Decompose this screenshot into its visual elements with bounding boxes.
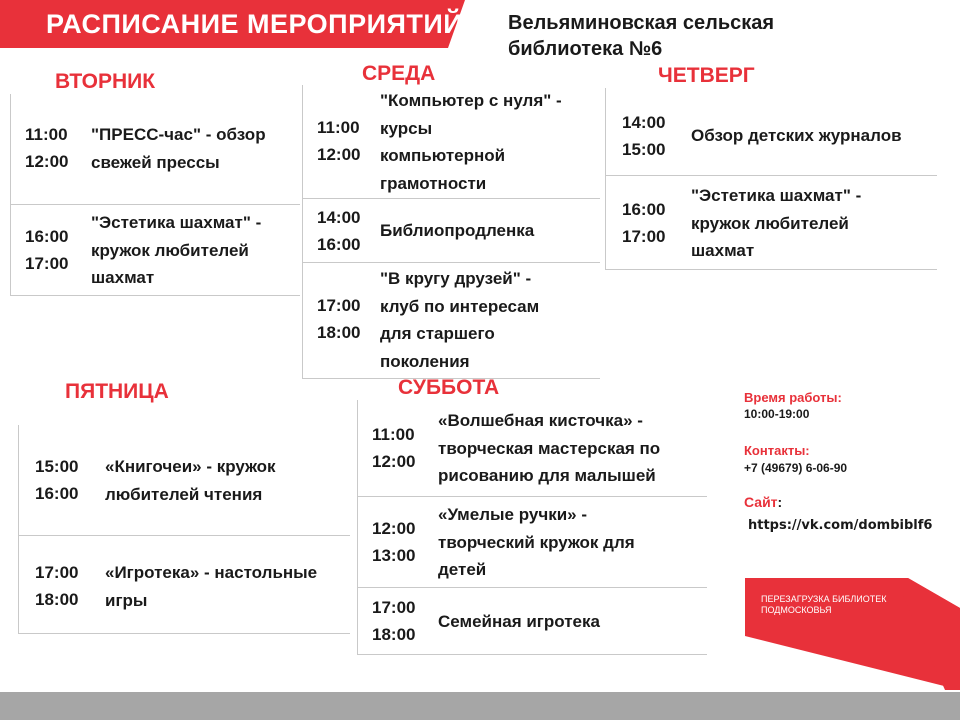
event-line: шахмат	[91, 268, 155, 287]
event-end: 17:00	[25, 254, 69, 273]
event-end: 18:00	[35, 590, 79, 609]
event-end: 17:00	[622, 227, 666, 246]
event-start: 11:00	[317, 118, 360, 137]
event-description	[691, 122, 902, 150]
event-row	[357, 496, 707, 587]
event-row	[10, 94, 300, 204]
working-hours	[744, 390, 842, 421]
event-description	[380, 87, 562, 197]
event-time	[317, 292, 360, 346]
event-time	[25, 223, 68, 277]
day-schedule-saturday	[357, 400, 707, 655]
event-line: кружок любителей	[91, 240, 249, 260]
day-schedule-tuesday	[10, 94, 300, 296]
event-line: творческая мастерская по	[438, 438, 661, 458]
contacts-label: Контакты:	[744, 443, 810, 458]
event-line: курсы	[380, 118, 433, 138]
day-title-thursday: ЧЕТВЕРГ	[658, 64, 755, 87]
event-start: 11:00	[372, 425, 415, 444]
event-line: "Компьютер с нуля" -	[380, 91, 562, 110]
event-line: "ПРЕСС-час" - обзор	[91, 125, 266, 144]
footer-banner	[745, 578, 960, 690]
event-row	[605, 88, 937, 175]
day-title-friday: ПЯТНИЦА	[65, 380, 169, 403]
event-line: «Умелые ручки» -	[438, 505, 587, 524]
event-row	[10, 204, 300, 296]
event-line: «Книгочеи» - кружок	[105, 457, 276, 476]
event-row	[357, 587, 707, 655]
event-line: любителей чтения	[105, 484, 263, 504]
event-description	[91, 209, 261, 292]
event-time	[372, 515, 415, 569]
contacts-phone: +7 (49679) 6-06-90	[744, 461, 848, 475]
event-row	[357, 400, 707, 496]
day-title-wednesday: СРЕДА	[362, 62, 436, 85]
working-hours-label: Время работы:	[744, 390, 842, 405]
event-line: "Эстетика шахмат" -	[691, 186, 862, 205]
event-line: кружок любителей	[691, 213, 849, 233]
event-description	[438, 608, 600, 636]
event-end: 16:00	[317, 235, 361, 254]
header-banner	[0, 0, 465, 48]
library-name	[508, 10, 774, 62]
bottom-bar	[0, 692, 960, 720]
event-line: рисованию для малышей	[438, 466, 656, 485]
event-line: игры	[105, 590, 148, 610]
event-time	[622, 109, 665, 163]
event-description	[380, 265, 539, 375]
day-title-tuesday: ВТОРНИК	[55, 70, 156, 93]
event-start: 16:00	[25, 227, 69, 246]
event-end: 12:00	[25, 152, 69, 171]
event-description	[105, 559, 317, 614]
event-start: 14:00	[622, 113, 666, 132]
event-line: «Игротека» - настольные	[105, 563, 318, 582]
event-time	[622, 196, 665, 250]
event-time	[372, 421, 415, 475]
event-end: 18:00	[317, 323, 361, 342]
event-line: свежей прессы	[91, 152, 220, 172]
event-end: 15:00	[622, 140, 666, 159]
event-start: 17:00	[372, 598, 416, 617]
event-line: Обзор детских журналов	[691, 126, 902, 145]
event-start: 15:00	[35, 457, 79, 476]
event-description	[91, 121, 266, 176]
event-row	[18, 425, 350, 535]
day-schedule-thursday	[605, 88, 937, 270]
event-line: "В кругу друзей" -	[380, 269, 532, 288]
site-label-colon: :	[777, 494, 783, 510]
event-line: клуб по интересам	[380, 296, 540, 316]
contacts	[744, 443, 847, 475]
event-description	[438, 407, 660, 490]
event-time	[317, 204, 360, 258]
event-row	[302, 85, 600, 198]
event-start: 17:00	[35, 563, 79, 582]
event-description	[438, 501, 635, 584]
working-hours-value: 10:00-19:00	[744, 407, 810, 421]
event-line: творческий кружок для	[438, 532, 635, 552]
event-end: 18:00	[372, 625, 416, 644]
event-start: 11:00	[25, 125, 68, 144]
event-line: "Эстетика шахмат" -	[91, 213, 262, 232]
site-label: Сайт	[744, 494, 778, 510]
event-time	[25, 121, 68, 175]
library-name-line: библиотека №6	[508, 38, 663, 60]
event-line: Библиопродленка	[380, 221, 535, 240]
footer-slogan	[761, 594, 887, 616]
event-time	[35, 559, 78, 613]
page-title: РАСПИСАНИЕ МЕРОПРИЯТИЙ	[46, 9, 464, 39]
event-description	[105, 453, 276, 508]
event-line: грамотности	[380, 173, 487, 193]
footer-slogan-line: ПОДМОСКОВЬЯ	[761, 605, 832, 615]
event-line: поколения	[380, 351, 470, 371]
event-end: 16:00	[35, 484, 79, 503]
event-description	[691, 182, 861, 265]
event-row	[605, 175, 937, 270]
library-name-line: Вельяминовская сельская	[508, 12, 775, 34]
event-start: 14:00	[317, 208, 361, 227]
event-start: 12:00	[372, 519, 416, 538]
day-title-saturday: СУББОТА	[398, 376, 500, 399]
site	[744, 494, 782, 510]
site-label-line	[744, 494, 782, 510]
event-row	[18, 535, 350, 634]
event-description	[380, 217, 534, 245]
event-start: 16:00	[622, 200, 666, 219]
event-line: для старшего	[380, 324, 495, 343]
day-schedule-friday	[18, 425, 350, 634]
event-end: 12:00	[317, 145, 361, 164]
event-row	[302, 198, 600, 262]
footer-slogan-line: ПЕРЕЗАГРУЗКА БИБЛИОТЕК	[761, 594, 887, 604]
event-end: 12:00	[372, 452, 416, 471]
event-time	[372, 594, 415, 648]
event-time	[317, 114, 360, 168]
site-link[interactable]: https://vk.com/dombiblf6	[748, 518, 933, 533]
event-end: 13:00	[372, 546, 416, 565]
day-schedule-wednesday	[302, 85, 600, 379]
event-line: Семейная игротека	[438, 612, 600, 631]
event-line: детей	[438, 560, 487, 579]
event-line: компьютерной	[380, 146, 506, 165]
event-start: 17:00	[317, 296, 361, 315]
event-time	[35, 453, 78, 507]
event-line: «Волшебная кисточка» -	[438, 411, 643, 430]
event-row	[302, 262, 600, 379]
event-line: шахмат	[691, 241, 755, 260]
